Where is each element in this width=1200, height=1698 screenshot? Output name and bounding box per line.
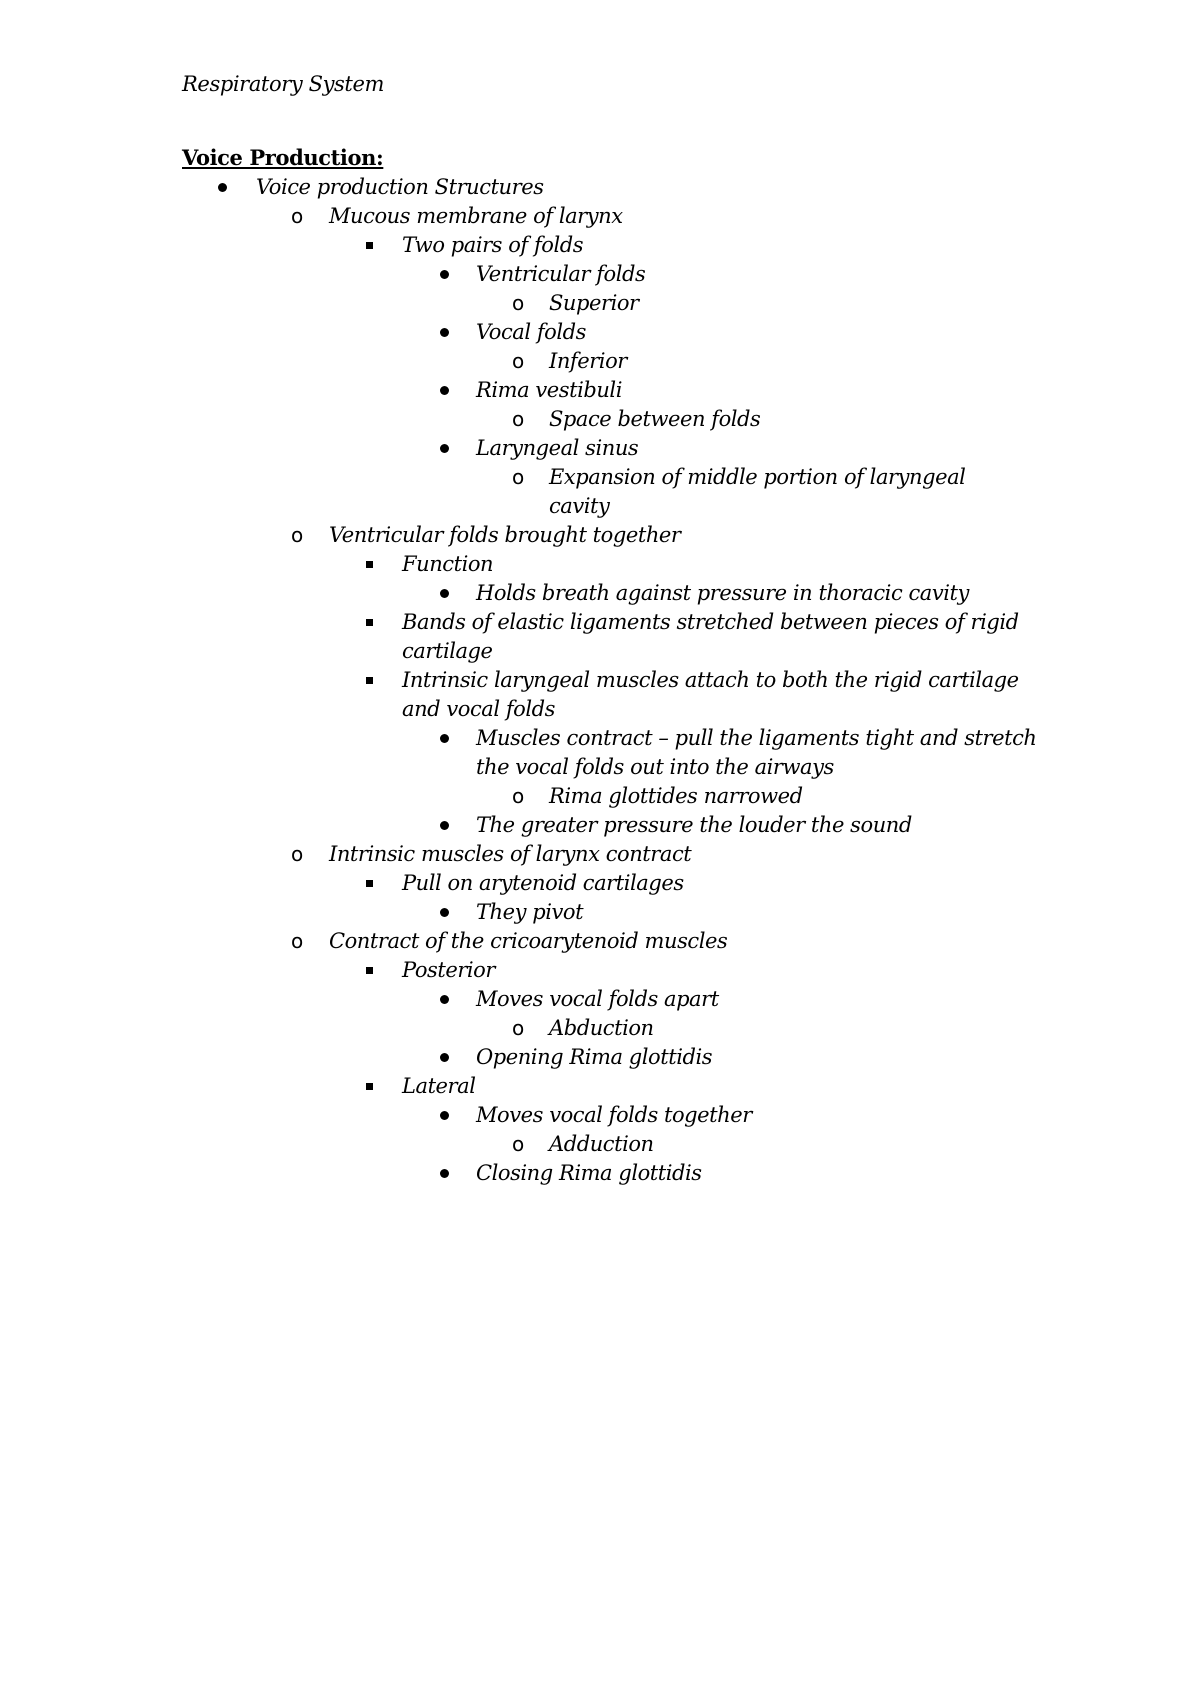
outline-item-level-4: The greater pressure the louder the sound	[476, 813, 912, 837]
outline-item-level-4: Rima vestibuli	[476, 378, 622, 402]
outline-item-level-5: Rima glottides narrowed	[549, 784, 803, 808]
outline-item-level-3: Posterior	[402, 958, 495, 982]
outline-item-level-5: Inferior	[549, 349, 627, 373]
outline-item-level-5: Expansion of middle portion of laryngeal	[549, 465, 966, 489]
outline-item-level-1: Voice production Structures	[256, 175, 544, 199]
outline-item-level-5: cavity	[549, 494, 610, 518]
outline-item-level-3: cartilage	[402, 639, 493, 663]
outline-item-level-2: Ventricular folds brought together	[329, 523, 681, 547]
outline-item-level-2: Contract of the cricoarytenoid muscles	[329, 929, 728, 953]
list-bullet-dot-icon	[440, 821, 449, 830]
outline-item-level-3: Lateral	[402, 1074, 476, 1098]
outline-item-level-2: Intrinsic muscles of larynx contract	[329, 842, 692, 866]
outline-item-level-3: Intrinsic laryngeal muscles attach to both the rigid cartilage	[402, 668, 1019, 692]
outline-item-level-4: Muscles contract – pull the ligaments tight and stretch	[476, 726, 1037, 750]
list-bullet-dot-icon	[440, 995, 449, 1004]
outline-item-level-4: Laryngeal sinus	[476, 436, 639, 460]
list-bullet-dot-icon	[440, 270, 449, 279]
list-bullet-circle-icon: o	[512, 349, 525, 373]
list-bullet-dot-icon	[440, 1053, 449, 1062]
outline-item-level-5: Superior	[549, 291, 639, 315]
outline-item-level-4: Ventricular folds	[476, 262, 646, 286]
list-bullet-square-icon	[366, 561, 373, 568]
outline-item-level-3: Two pairs of folds	[402, 233, 584, 257]
list-bullet-dot-icon	[218, 183, 227, 192]
section-title: Voice Production:	[182, 145, 384, 170]
list-bullet-circle-icon: o	[512, 784, 525, 808]
list-bullet-square-icon	[366, 242, 373, 249]
list-bullet-dot-icon	[440, 386, 449, 395]
list-bullet-circle-icon: o	[512, 1016, 525, 1040]
list-bullet-circle-icon: o	[291, 204, 304, 228]
list-bullet-circle-icon: o	[512, 465, 525, 489]
list-bullet-circle-icon: o	[291, 523, 304, 547]
outline-item-level-4: Moves vocal folds apart	[476, 987, 719, 1011]
list-bullet-dot-icon	[440, 589, 449, 598]
outline-item-level-4: the vocal folds out into the airways	[476, 755, 834, 779]
list-bullet-square-icon	[366, 1083, 373, 1090]
outline-item-level-5: Space between folds	[549, 407, 761, 431]
outline-item-level-4: Holds breath against pressure in thoracic cavity	[476, 581, 969, 605]
list-bullet-circle-icon: o	[291, 842, 304, 866]
list-bullet-dot-icon	[440, 1111, 449, 1120]
list-bullet-circle-icon: o	[512, 1132, 525, 1156]
list-bullet-dot-icon	[440, 734, 449, 743]
list-bullet-dot-icon	[440, 328, 449, 337]
list-bullet-square-icon	[366, 967, 373, 974]
outline-item-level-4: Closing Rima glottidis	[476, 1161, 702, 1185]
list-bullet-square-icon	[366, 619, 373, 626]
list-bullet-square-icon	[366, 677, 373, 684]
outline-item-level-4: Opening Rima glottidis	[476, 1045, 713, 1069]
outline-item-level-5: Adduction	[549, 1132, 654, 1156]
outline-item-level-2: Mucous membrane of larynx	[329, 204, 623, 228]
list-bullet-square-icon	[366, 880, 373, 887]
list-bullet-circle-icon: o	[291, 929, 304, 953]
outline-item-level-4: Vocal folds	[476, 320, 586, 344]
outline-item-level-3: Pull on arytenoid cartilages	[402, 871, 684, 895]
outline-item-level-4: They pivot	[476, 900, 584, 924]
outline-item-level-3: Function	[402, 552, 494, 576]
list-bullet-dot-icon	[440, 444, 449, 453]
outline-item-level-4: Moves vocal folds together	[476, 1103, 752, 1127]
outline-item-level-3: Bands of elastic ligaments stretched between pieces of rigid	[402, 610, 1019, 634]
list-bullet-dot-icon	[440, 1169, 449, 1178]
list-bullet-circle-icon: o	[512, 291, 525, 315]
document-header: Respiratory System	[182, 72, 385, 96]
list-bullet-dot-icon	[440, 908, 449, 917]
list-bullet-circle-icon: o	[512, 407, 525, 431]
outline-item-level-3: and vocal folds	[402, 697, 555, 721]
outline-item-level-5: Abduction	[549, 1016, 654, 1040]
